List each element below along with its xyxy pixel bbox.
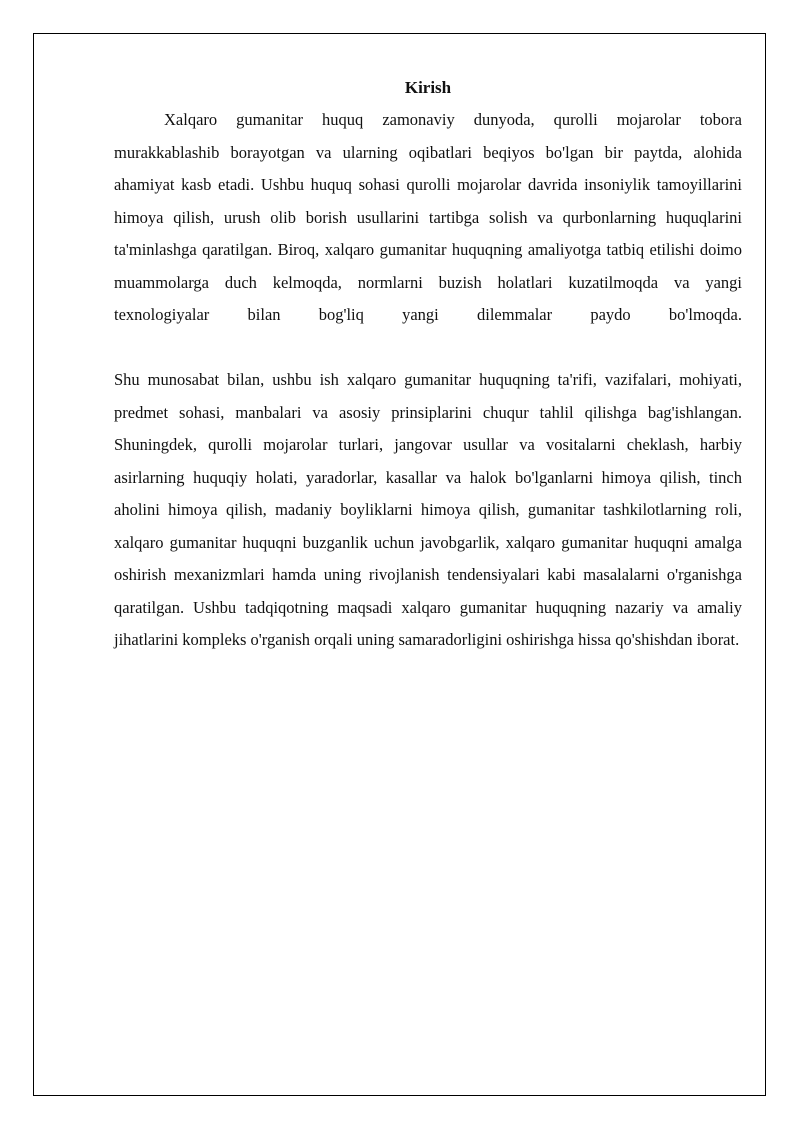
document-body — [114, 74, 742, 657]
paragraph-spacer — [114, 332, 742, 365]
page-title: Kirish — [404, 78, 452, 97]
paragraph-intro: Xalqaro gumanitar huquq zamonaviy dunyoda, qurolli mojarolar tobora murakkablashib borayotgan va ularning oqibatlari beqiyos bo'lgan bir paytda, alohida ahamiyat kasb etadi. Ushbu huquq sohasi qurolli mojarolar davrida insoniylik tamoyillarini himoya qilish, urush olib borish usullarini tartibga solish va qurbonlarning huquqlarini ta'minlashga qaratilgan. Biroq, xalqaro gumanitar huquqning amaliyotga tatbiq etilishi doimo muammolarga duch kelmoqda, normlarni buzish holatlari kuzatilmoqda va yangi texnologiyalar bilan bog'liq yangi dilemmalar paydo bo'lmoqda. — [114, 110, 742, 324]
paragraph-scope: Shu munosabat bilan, ushbu ish xalqaro gumanitar huquqning ta'rifi, vazifalari, mohiyati, predmet sohasi, manbalari va asosiy prinsiplarini chuqur tahlil qilishga bag'ishlangan. Shuningdek, qurolli mojarolar turlari, jangovar usullar va vositalarni cheklash, harbiy asirlarning huquqiy holati, yaradorlar, kasallar va halok bo'lganlarni himoya qilish, tinch aholini himoya qilish, madaniy boyliklarni himoya qilish, gumanitar tashkilotlarning roli, xalqaro gumanitar huquqni buzganlik uchun javobgarlik, xalqaro gumanitar huquqni amalga oshirish mexanizmlari hamda uning rivojlanish tendensiyalari kabi masalalarni o'rganishga qaratilgan. Ushbu tadqiqotning maqsadi xalqaro gumanitar huquqning nazariy va amaliy jihatlarini kompleks o'rganish orqali uning samaradorligini oshirishga hissa qo'shishdan iborat. — [114, 370, 742, 649]
